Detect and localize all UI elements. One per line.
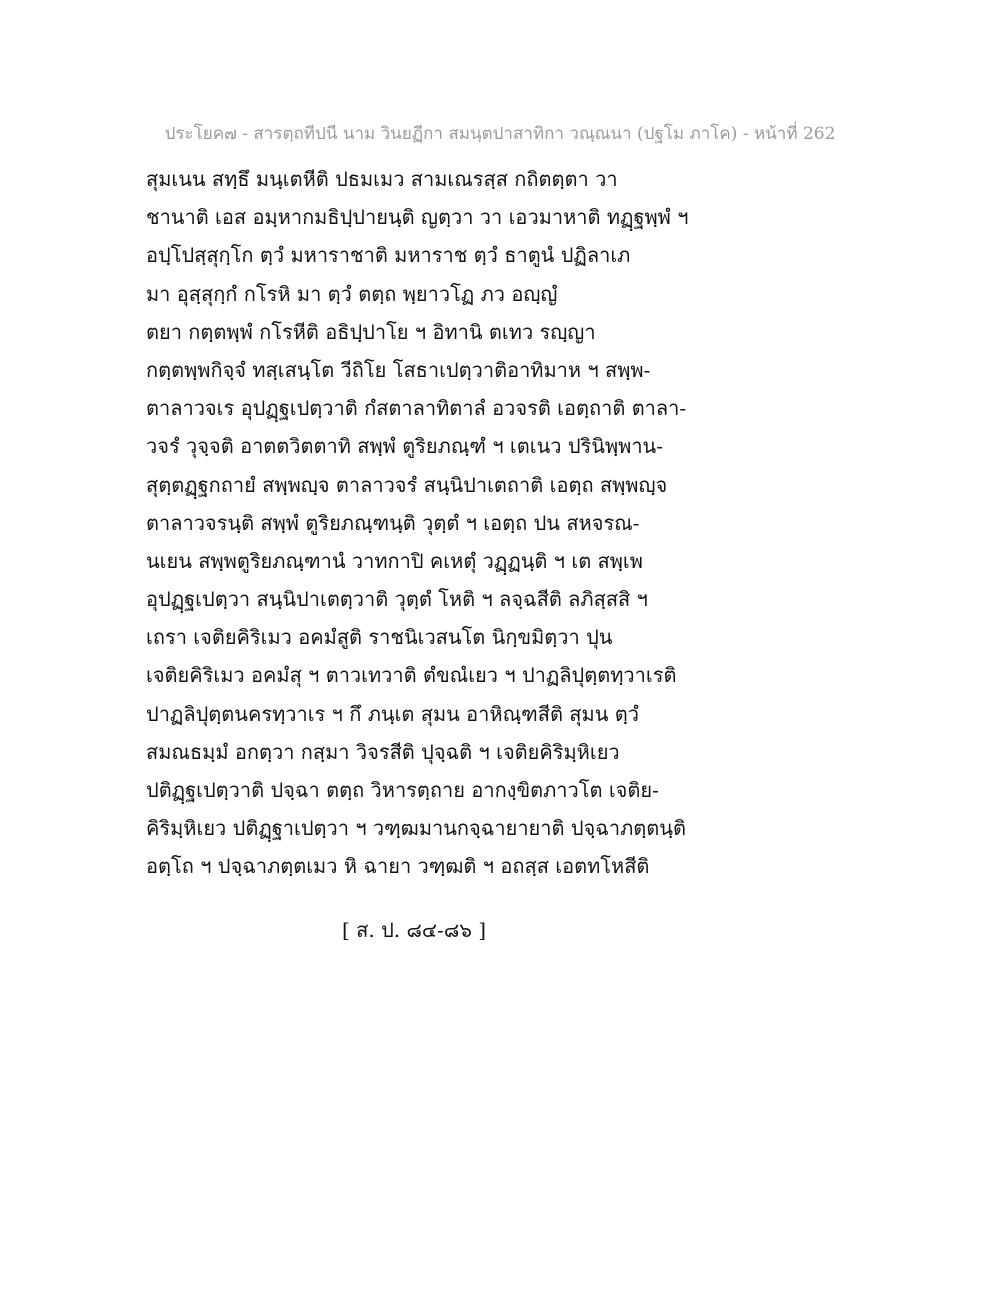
text-line: ปติฏฺฐเปตฺวาติ ปจฺฉา ตตฺถ วิหารตฺถาย อากงฺขิตภาวโต เจติย- xyxy=(146,778,659,802)
text-line: อุปฏฺฐเปตฺวา สนฺนิปาเตตฺวาติ วุตฺตํ โหติ ฯ ลจฺฉสีติ ลภิสฺสสิ ฯ xyxy=(146,587,648,612)
text-line: ตาลาวจเร อุปฏฺฐเปตฺวาติ กํสตาลาทิตาลํ อวจรติ เอตฺถาติ ตาลา- xyxy=(146,396,687,421)
text-line: สมณธมฺมํ อกตฺวา กสฺมา วิจรสีติ ปุจฺฉติ ฯ เจติยคิริมฺหิเยว xyxy=(146,739,620,764)
text-line: สุมเนน สทฺธึ มนฺเตหีติ ปธมเมว สามเณรสฺส กถิตตฺตา วา xyxy=(146,167,618,191)
text-line: ชานาติ เอส อมฺหากมธิปฺปายนฺติ ญตฺวา วา เอวมาหาติ ทฏฺฐพฺพํ ฯ xyxy=(146,205,689,230)
source-reference: [ ส. ป. ๘๔-๘๖ ] xyxy=(342,918,487,942)
text-line: ตยา กตฺตพฺพํ กโรหีติ อธิปฺปาโย ฯ อิทานิ ตเทว รญฺญา xyxy=(146,319,596,344)
text-line: สุตฺตฏฺฐกถายํ สพฺพญฺจ ตาลาวจรํ สนฺนิปาเตถาติ เอตฺถ สพฺพญฺจ xyxy=(146,472,668,497)
body-text xyxy=(146,160,689,886)
text-line: ปาฏลิปุตฺตนครทฺวาเร ฯ กึ ภนฺเต สุมน อาหิณฺฑสีติ สุมน ตฺวํ xyxy=(146,701,639,726)
text-line: กตฺตพฺพกิจฺจํ ทสฺเสนฺโต วีถิโย โสธาเปตฺวาติอาทิมาห ฯ สพฺพ- xyxy=(146,357,651,382)
text-line: อตฺโถ ฯ ปจฺฉาภตฺตเมว หิ ฉายา วฑฺฒติ ฯ อถสฺส เอตทโหสีติ xyxy=(146,854,650,879)
text-line: เถรา เจติยคิริเมว อคมํสูติ ราชนิเวสนโต นิกฺขมิตฺวา ปุน xyxy=(146,625,613,650)
text-line: มา อุสฺสุกฺกํ กโรหิ มา ตฺวํ ตตฺถ พฺยาวโฏ ภว อญฺญํ xyxy=(146,281,558,306)
text-line: นเยน สพฺพตูริยภณฺฑานํ วาทกาปิ คเหตุํ วฏฺฏนฺติ ฯ เต สพฺเพ xyxy=(146,548,643,573)
text-line: เจติยคิริเมว อคมํสุ ฯ ตาวเทวาติ ตํขณํเยว ฯ ปาฏลิปุตฺตทฺวาเรติ xyxy=(146,663,677,688)
text-line: วจรํ วุจฺจติ อาตตวิตตาทิ สพฺพํ ตูริยภณฺฑํ ฯ เตเนว ปรินิพฺพาน- xyxy=(146,434,663,459)
text-line: อปฺโปสฺสุกฺโก ตฺวํ มหาราชาติ มหาราช ตฺวํ ธาตูนํ ปฏิลาเภ xyxy=(146,243,631,268)
page-header: ประโยค๗ - สารตฺถทีปนี นาม วินยฏีกา สมนฺตปาสาทิกา วณฺณนา (ปฐโม ภาโค) - หน้าที่ 262 xyxy=(164,124,836,144)
text-line: คิริมฺหิเยว ปติฏฺฐาเปตฺวา ฯ วฑฺฒมานกจฺฉายายาติ ปจฺฉาภตฺตนฺติ xyxy=(146,816,686,841)
text-line: ตาลาวจรนฺติ สพฺพํ ตูริยภณฺฑนฺติ วุตฺตํ ฯ เอตฺถ ปน สหจรณ- xyxy=(146,510,640,535)
